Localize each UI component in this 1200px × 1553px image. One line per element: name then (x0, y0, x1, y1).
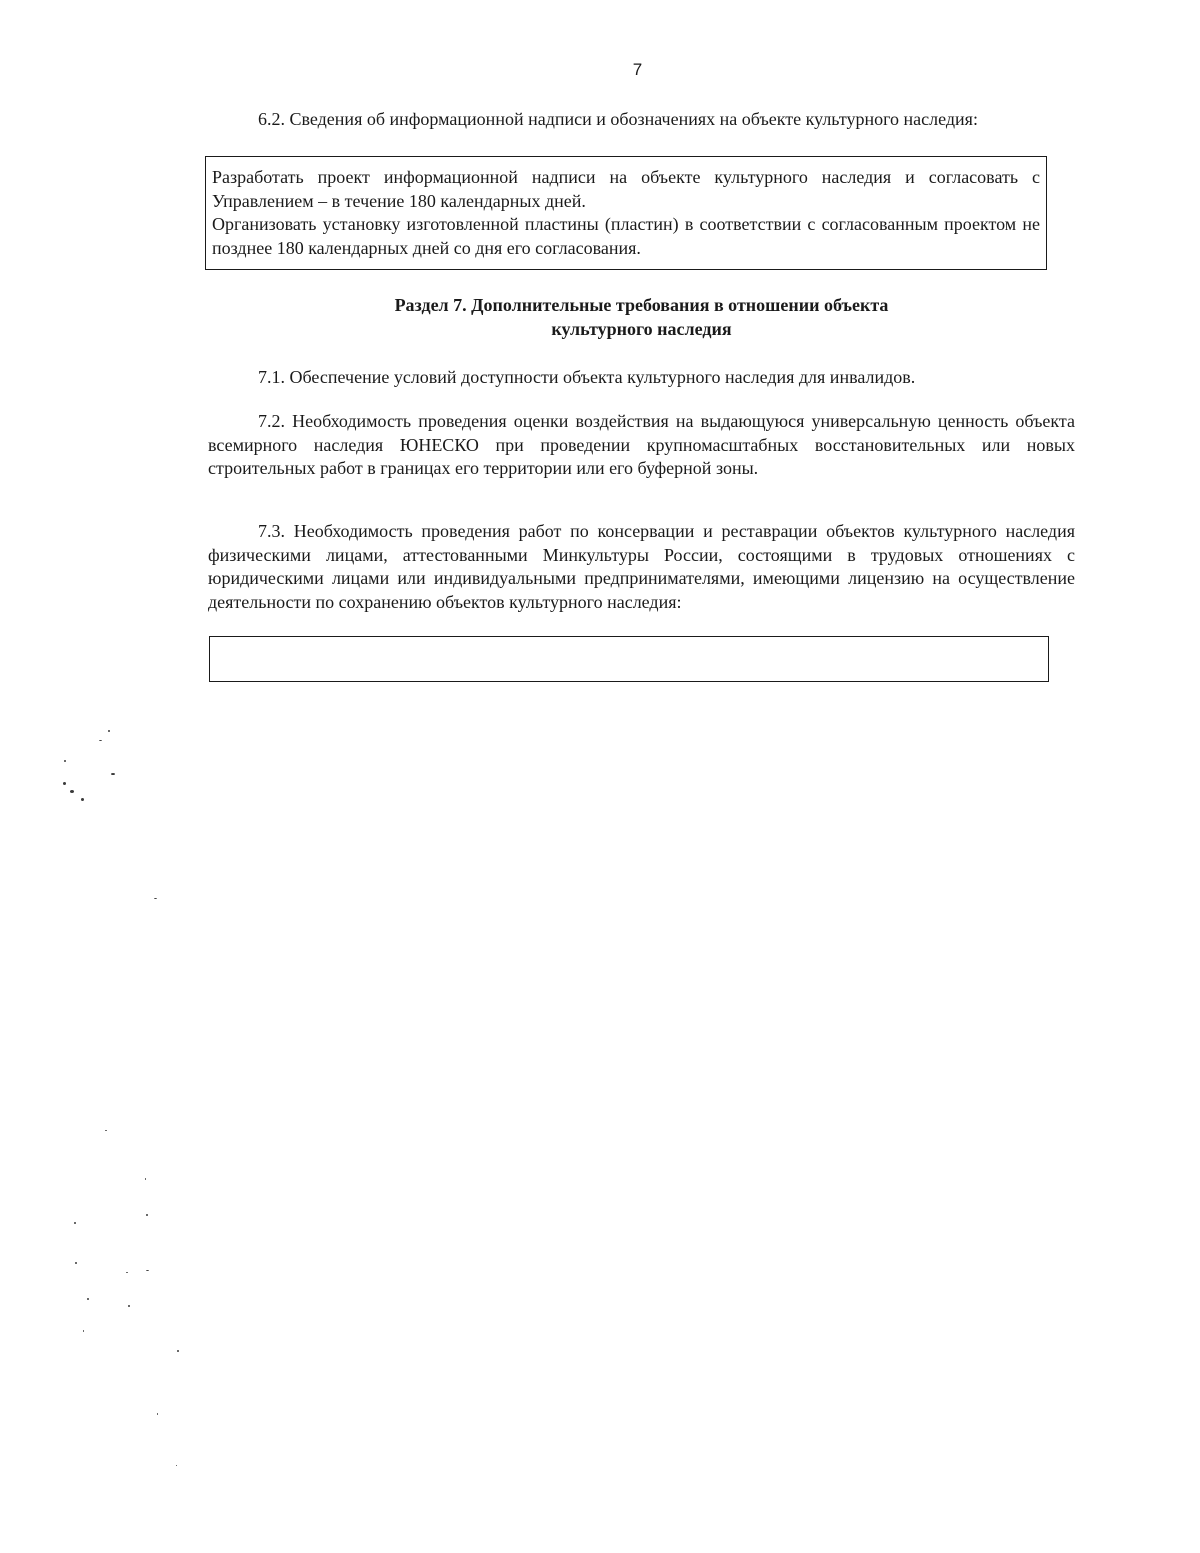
scan-speck (146, 1214, 148, 1216)
paragraph-7-1: 7.1. Обеспечение условий доступности объекта культурного наследия для инвалидов. (258, 367, 916, 387)
section-6-2-heading: 6.2. Сведения об информационной надписи и обозначениях на объекте культурного наследия: (258, 109, 978, 129)
scan-speck (99, 740, 102, 741)
scan-speck (157, 1413, 158, 1415)
scan-speck (75, 1262, 77, 1264)
scan-speck (111, 773, 115, 775)
section-7-title-line-2: культурного наследия (551, 318, 732, 339)
page-number: 7 (632, 60, 643, 79)
scan-speck (70, 790, 74, 793)
scan-speck (108, 730, 110, 732)
paragraph-7-2: 7.2. Необходимость проведения оценки воздействия на выдающуюся универсальную ценность объекта всемирного наследия ЮНЕСКО при проведении крупномасштабных восстановительных или новых строительных работ в границах его территории или его буферной зоны. (208, 411, 1075, 478)
scan-speck (74, 1222, 76, 1224)
scan-speck (145, 1178, 146, 1180)
section-7-title (208, 294, 1075, 341)
scan-speck (177, 1350, 179, 1352)
inscription-requirements-box (205, 156, 1047, 270)
scan-speck (146, 1270, 149, 1271)
scan-speck (87, 1298, 89, 1300)
inscription-requirement-1: Разработать проект информационной надписи на объекте культурного наследия и согласовать с Управлением – в течение 180 календарных дней. (212, 167, 1040, 211)
empty-response-box (209, 636, 1049, 682)
paragraph-7-3: 7.3. Необходимость проведения работ по консервации и реставрации объектов культурного наследия физическими лицами, аттестованными Минкультуры России, состоящими в трудовых отношениях с юридическими лицами или индивидуальными предпринимателями, имеющими лицензию на осуществление деятельности по сохранению объектов культурного наследия: (208, 521, 1075, 612)
inscription-requirement-2: Организовать установку изготовленной пластины (пластин) в соответствии с согласованным проектом не позднее 180 календарных дней со дня его согласования. (212, 214, 1040, 258)
scan-speck (105, 1130, 107, 1131)
scan-speck (176, 1465, 177, 1466)
scan-speck (126, 1272, 128, 1273)
scan-speck (128, 1305, 130, 1307)
section-7-title-line-1: Раздел 7. Дополнительные требования в отношении объекта (394, 295, 889, 315)
scan-speck (63, 782, 66, 785)
scan-speck (81, 798, 84, 801)
scan-speck (64, 760, 66, 762)
scan-speck (83, 1330, 84, 1332)
scan-speck (154, 898, 157, 899)
